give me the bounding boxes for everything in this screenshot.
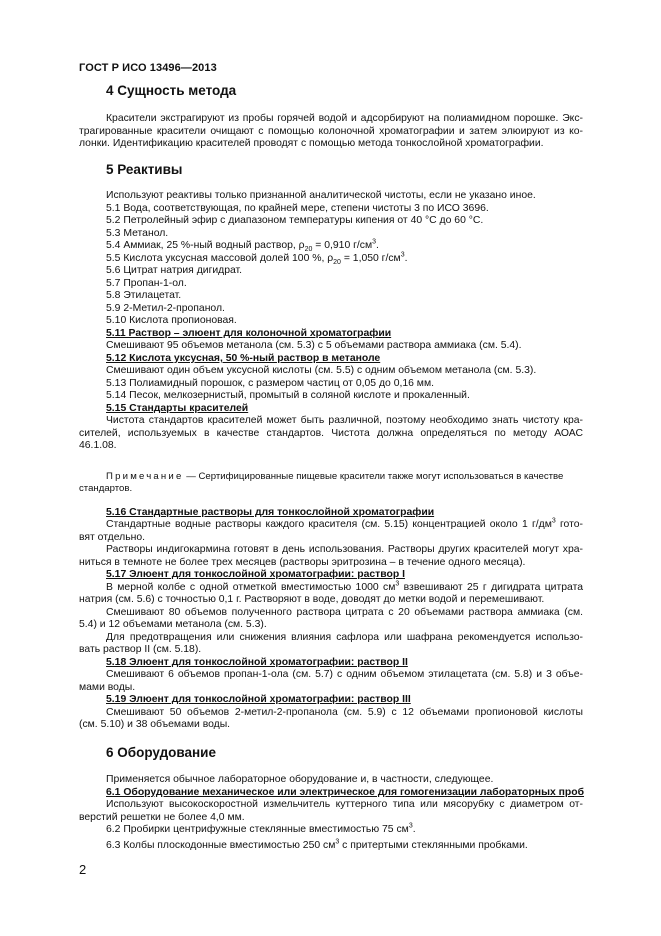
item-5-19-line-2: (см. 5.10) и 38 объемами воды. [79,719,231,730]
item-5-3: 5.3 Метанол. [106,228,169,239]
item-5-15-heading: 5.15 Стандарты красителей [106,403,249,414]
item-5-17-heading: 5.17 Элюент для тонкослойной хроматографии: раствор I [106,569,405,580]
item-5-16-line-1: Стандартные водные растворы каждого красителя (см. 5.15) концентрацией около 1 $г/дм^3$ гото- [106,517,583,530]
item-5-16-line-4: ниться в темноте не более трех месяцев (растворы эритрозина – в течение одного месяца). [79,557,526,568]
item-5-18-line-1: Смешивают 6 объемов пропан-1-ола (см. 5.7) с одним объемом этилацетата (см. 5.8) и 3 объе- [106,669,583,680]
standard-header: ГОСТ Р ИСО 13496—2013 [79,62,217,74]
item-5-17-line-6: вать раствор II (см. 5.18). [79,644,202,655]
page-number: 2 [79,862,87,877]
item-5-12-heading: 5.12 Кислота уксусная, 50 %-ный раствор в метаноле [106,353,381,364]
item-5-16-line-3: Растворы индигокармина готовят в день использования. Растворы других красителей могут хра- [106,544,583,555]
item-6-1-line-1: Используют высокоскоростной измельчитель куттерного типа или мясорубку с диаметром от- [106,799,583,810]
section-5-heading: 5 Реактивы [106,162,183,177]
item-5-15-line-3: 46.1.08. [79,440,117,451]
item-5-17-line-4: 5.4) и 12 объемами метанола (см. 5.3). [79,619,267,630]
section-6-heading: 6 Оборудование [106,745,216,760]
s5-intro: Используют реактивы только признанной аналитической чистоты, если не указано иное. [106,190,536,201]
item-5-17-line-3: Смешивают 80 объемов полученного раствора цитрата с 20 объемами раствора аммиака (см. [106,607,583,618]
item-5-11-heading: 5.11 Раствор – элюент для колоночной хроматографии [106,328,392,339]
item-5-1: 5.1 Вода, соответствующая, по крайней мере, степени чистоты 3 по ИСО 3696. [106,203,489,214]
item-5-2: 5.2 Петролейный эфир с диапазоном температуры кипения от 40 °С до 60 °С. [106,215,484,226]
item-5-18-heading: 5.18 Элюент для тонкослойной хроматографии: раствор II [106,657,408,668]
s4-line-3: лонки. Идентификацию красителей проводят с помощью метода тонкослойной хроматографии. [79,138,544,149]
item-6-1-heading: 6.1 Оборудование механическое или электрическое для гомогенизации лабораторных проб [106,787,585,798]
item-5-18-line-2: мами воды. [79,682,136,693]
item-6-3: 6.3 Колбы плоскодонные вместимостью 250 $см^3$ с притертыми стеклянными пробками. [106,838,528,851]
item-5-19-heading: 5.19 Элюент для тонкослойной хроматографии: раствор III [106,694,411,705]
item-5-19-line-1: Смешивают 50 объемов 2-метил-2-пропанола (см. 5.9) с 12 объемами пропионовой кислоты [106,707,583,718]
item-5-5: 5.5 Кислота уксусная массовой долей 100 %, $\rho_{20} = 1,050$ $г/см^3$. [106,251,408,267]
item-5-6: 5.6 Цитрат натрия дигидрат. [106,265,243,276]
section-4-heading: 4 Сущность метода [106,83,237,98]
item-5-14: 5.14 Песок, мелкозернистый, промытый в соляной кислоте и прокаленный. [106,390,470,401]
note-label: Примечание [106,471,184,482]
s4-line-2: трагированные красители очищают с помощью колоночной хроматографии и затем элюируют из ко- [79,126,583,137]
note-line-1: Примечание — Сертифицированные пищевые красители также могут использоваться в качестве [106,471,564,482]
item-5-13: 5.13 Полиамидный порошок, с размером частиц от 0,05 до 0,16 мм. [106,378,434,389]
item-6-1-line-2: верстий решетки не более 4,0 мм. [79,812,245,823]
item-5-8: 5.8 Этилацетат. [106,290,182,301]
item-5-7: 5.7 Пропан-1-ол. [106,278,187,289]
item-5-16-heading: 5.16 Стандартные растворы для тонкослойной хроматографии [106,507,435,518]
s6-intro: Применяется обычное лабораторное оборудование и, в частности, следующее. [106,774,494,785]
item-5-15-line-1: Чистота стандартов красителей может быть различной, поэтому необходимо знать чистоту кра- [106,415,583,426]
item-5-11-text: Смешивают 95 объемов метанола (см. 5.3) с 5 объемами раствора аммиака (см. 5.4). [106,340,522,351]
item-5-10: 5.10 Кислота пропионовая. [106,315,237,326]
note-line-2: стандартов. [79,483,133,494]
item-5-16-line-2: вят отдельно. [79,532,146,543]
item-5-12-text: Смешивают один объем уксусной кислоты (см. 5.5) с одним объемом метанола (см. 5.3). [106,365,537,376]
item-5-9: 5.9 2-Метил-2-пропанол. [106,303,225,314]
item-6-2: 6.2 Пробирки центрифужные стеклянные вместимостью 75 $см^3$. [106,822,416,835]
item-5-4: 5.4 Аммиак, 25 %-ный водный раствор, $\rho_{20} = 0,910$ $г/см^3$. [106,238,379,254]
item-5-17-line-5: Для предотвращения или снижения влияния сафлора или шафрана рекомендуется использо- [106,632,583,643]
s4-line-1: Красители экстрагируют из пробы горячей водой и адсорбируют на полиамидном порошке. Экс- [106,113,583,124]
item-5-15-line-2: сителей, используемых в качестве стандартов. Чистота должна определяться по методу АОАС [79,428,583,439]
item-5-17-line-2: натрия (см. 5.6) с точностью 0,1 г. Растворяют в воде, доводят до метки водой и перемешивают. [79,594,545,605]
item-5-17-line-1: В мерной колбе с одной отметкой вместимостью 1000 $см^3$ взвешивают 25 г дигидрата цитрата [106,580,583,593]
